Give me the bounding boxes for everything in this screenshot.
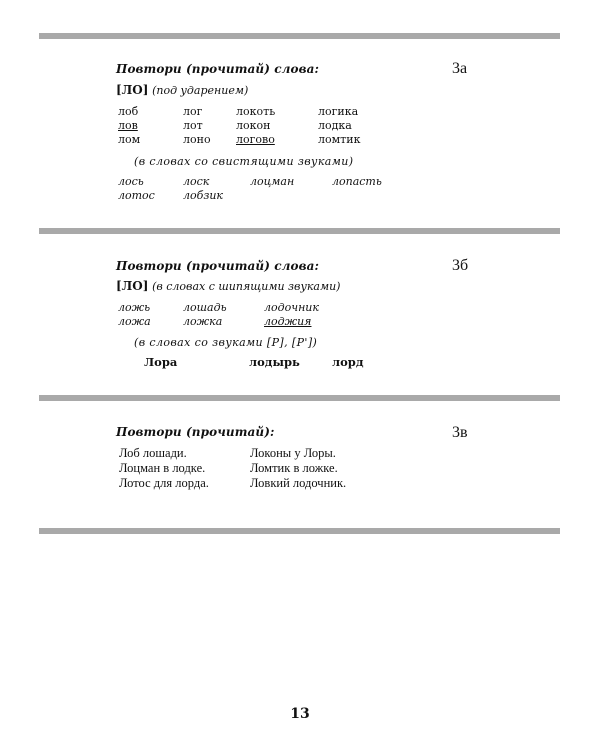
phrase: Лотос для лорда. (119, 476, 209, 490)
word-underlined: лов (118, 119, 138, 132)
phrase: Локоны у Лоры. (250, 446, 336, 460)
phrase: Лоцман в лодке. (119, 461, 206, 475)
word: лом (118, 133, 141, 146)
word: лодка (318, 119, 352, 132)
word-underlined: логово (236, 133, 275, 146)
section-a-syllable: [ЛО] (116, 83, 149, 97)
word: лог (183, 105, 203, 118)
section-b-subtitle (116, 279, 340, 293)
phrase: Лоб лошади. (119, 446, 187, 460)
word: лоб (118, 105, 139, 118)
phrase: Ловкий лодочник. (250, 476, 347, 490)
section-b-heading: Повтори (прочитай) слова: (116, 259, 320, 273)
section-a-subtitle (116, 83, 248, 97)
divider-bottom (39, 528, 560, 534)
word: ложа (118, 315, 151, 328)
bold-word: лорд (332, 355, 364, 369)
section-a-number: 3а (452, 60, 468, 77)
word: логика (318, 105, 359, 118)
section-c-heading: Повтори (прочитай): (116, 425, 275, 439)
word: лобзик (183, 189, 223, 202)
word: лось (118, 175, 144, 188)
phrase: Ломтик в ложке. (250, 461, 338, 475)
word: ломтик (318, 133, 361, 146)
section-c-number: 3в (452, 424, 468, 441)
word-underlined: лоджия (264, 315, 312, 328)
page-number: 13 (290, 706, 310, 722)
word: лоск (183, 175, 210, 188)
word: локон (236, 119, 271, 132)
divider-1 (39, 228, 560, 234)
word: ложь (118, 301, 151, 314)
section-b-number: 3б (452, 257, 469, 274)
bold-word: Лора (144, 355, 178, 369)
word: лошадь (183, 301, 227, 314)
divider-top (39, 33, 560, 39)
bold-word: лодырь (249, 355, 300, 369)
divider-2 (39, 395, 560, 401)
word: локоть (236, 105, 276, 118)
word: лоцман (250, 175, 295, 188)
section-b-syllable: [ЛО] (116, 279, 149, 293)
word: лот (183, 119, 203, 132)
word: лоно (183, 133, 211, 146)
word: ложка (183, 315, 223, 328)
word: лотос (118, 189, 155, 202)
section-a-heading: Повтори (прочитай) слова: (116, 62, 320, 76)
word: лодочник (264, 301, 319, 314)
section-a-subheading: (в словах со свистящими звуками) (134, 155, 354, 168)
word: лопасть (332, 175, 382, 188)
section-b-note: (в словах с шипящими звуками) (152, 280, 341, 293)
section-a-note: (под ударением) (152, 84, 249, 97)
section-b-subheading: (в словах со звуками [Р], [Р']) (134, 336, 318, 349)
